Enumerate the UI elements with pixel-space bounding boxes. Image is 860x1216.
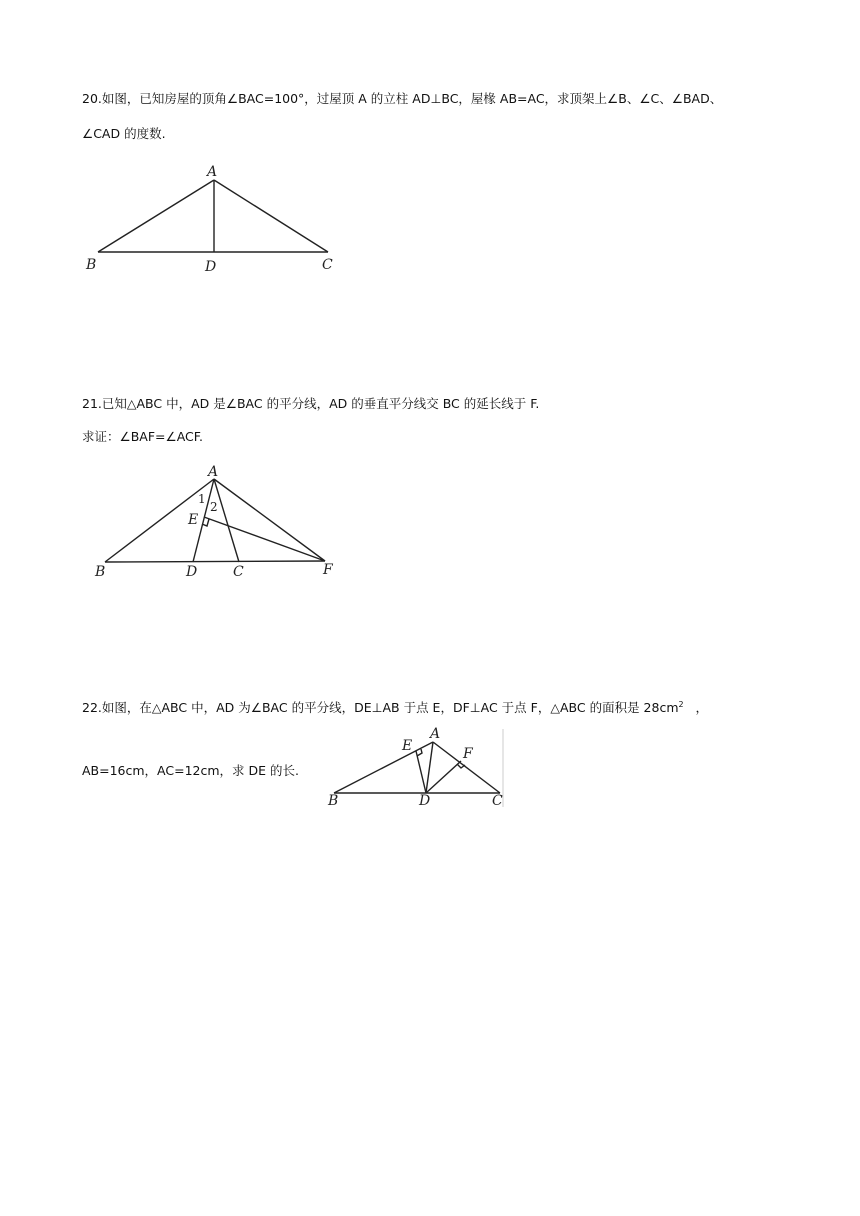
q20-label-c: C <box>322 257 333 273</box>
q21-label-d: D <box>186 564 198 580</box>
q20-label-b: B <box>86 257 97 273</box>
q21-segment-ac <box>214 479 239 562</box>
q22-text-line-2: AB=16cm，AC=12cm，求 DE 的长. <box>82 763 299 778</box>
q22-label-c: C <box>492 793 503 809</box>
q21-angle-label-2: 2 <box>210 500 218 514</box>
q22-segment-ab <box>334 742 433 793</box>
q20-figure <box>80 155 350 280</box>
q21-label-f: F <box>323 562 333 578</box>
q20-segment-ab <box>98 180 214 252</box>
q22-superscript: 2 <box>678 699 684 709</box>
q22-text-line-1-tail: ， <box>683 700 709 715</box>
q21-figure <box>90 462 350 584</box>
q22-label-d: D <box>419 793 431 809</box>
q21-segment-ef <box>204 517 325 561</box>
q22-label-e: E <box>402 738 413 754</box>
q21-label-e: E <box>188 512 199 528</box>
q22-figure <box>322 725 507 810</box>
q21-label-a: A <box>208 464 219 480</box>
q21-angle-label-1: 1 <box>198 492 206 506</box>
q22-label-b: B <box>328 793 339 809</box>
q22-label-f: F <box>463 746 473 762</box>
q20-segment-ac <box>214 180 328 252</box>
q22-text-line-1-main: 22.如图，在△ABC 中，AD 为∠BAC 的平分线，DE⊥AB 于点 E，DF⊥AC 于点 F，△ABC 的面积是 28cm <box>82 700 679 715</box>
q22-segment-de <box>416 751 426 793</box>
q22-text-line-1 <box>82 699 708 717</box>
q21-segment-af <box>214 479 325 561</box>
q22-segment-ad <box>426 742 433 793</box>
q21-text-line-1: 21.已知△ABC 中，AD 是∠BAC 的平分线，AD 的垂直平分线交 BC 的延长线于 F. <box>82 396 540 411</box>
q20-text-line-2: ∠CAD 的度数. <box>82 126 166 141</box>
q20-label-d: D <box>205 259 217 275</box>
q22-label-a: A <box>430 726 441 742</box>
q21-text-line-2: 求证：∠BAF=∠ACF. <box>82 429 203 444</box>
q20-label-a: A <box>207 164 218 180</box>
q22-segment-df <box>426 761 461 793</box>
q21-label-c: C <box>233 564 244 580</box>
q21-segment-bf <box>105 561 325 562</box>
q20-text-line-1: 20.如图，已知房屋的顶角∠BAC=100°，过屋顶 A 的立柱 AD⊥BC，屋椽 AB=AC，求顶架上∠B、∠C、∠BAD、 <box>82 91 723 106</box>
q21-label-b: B <box>95 564 106 580</box>
